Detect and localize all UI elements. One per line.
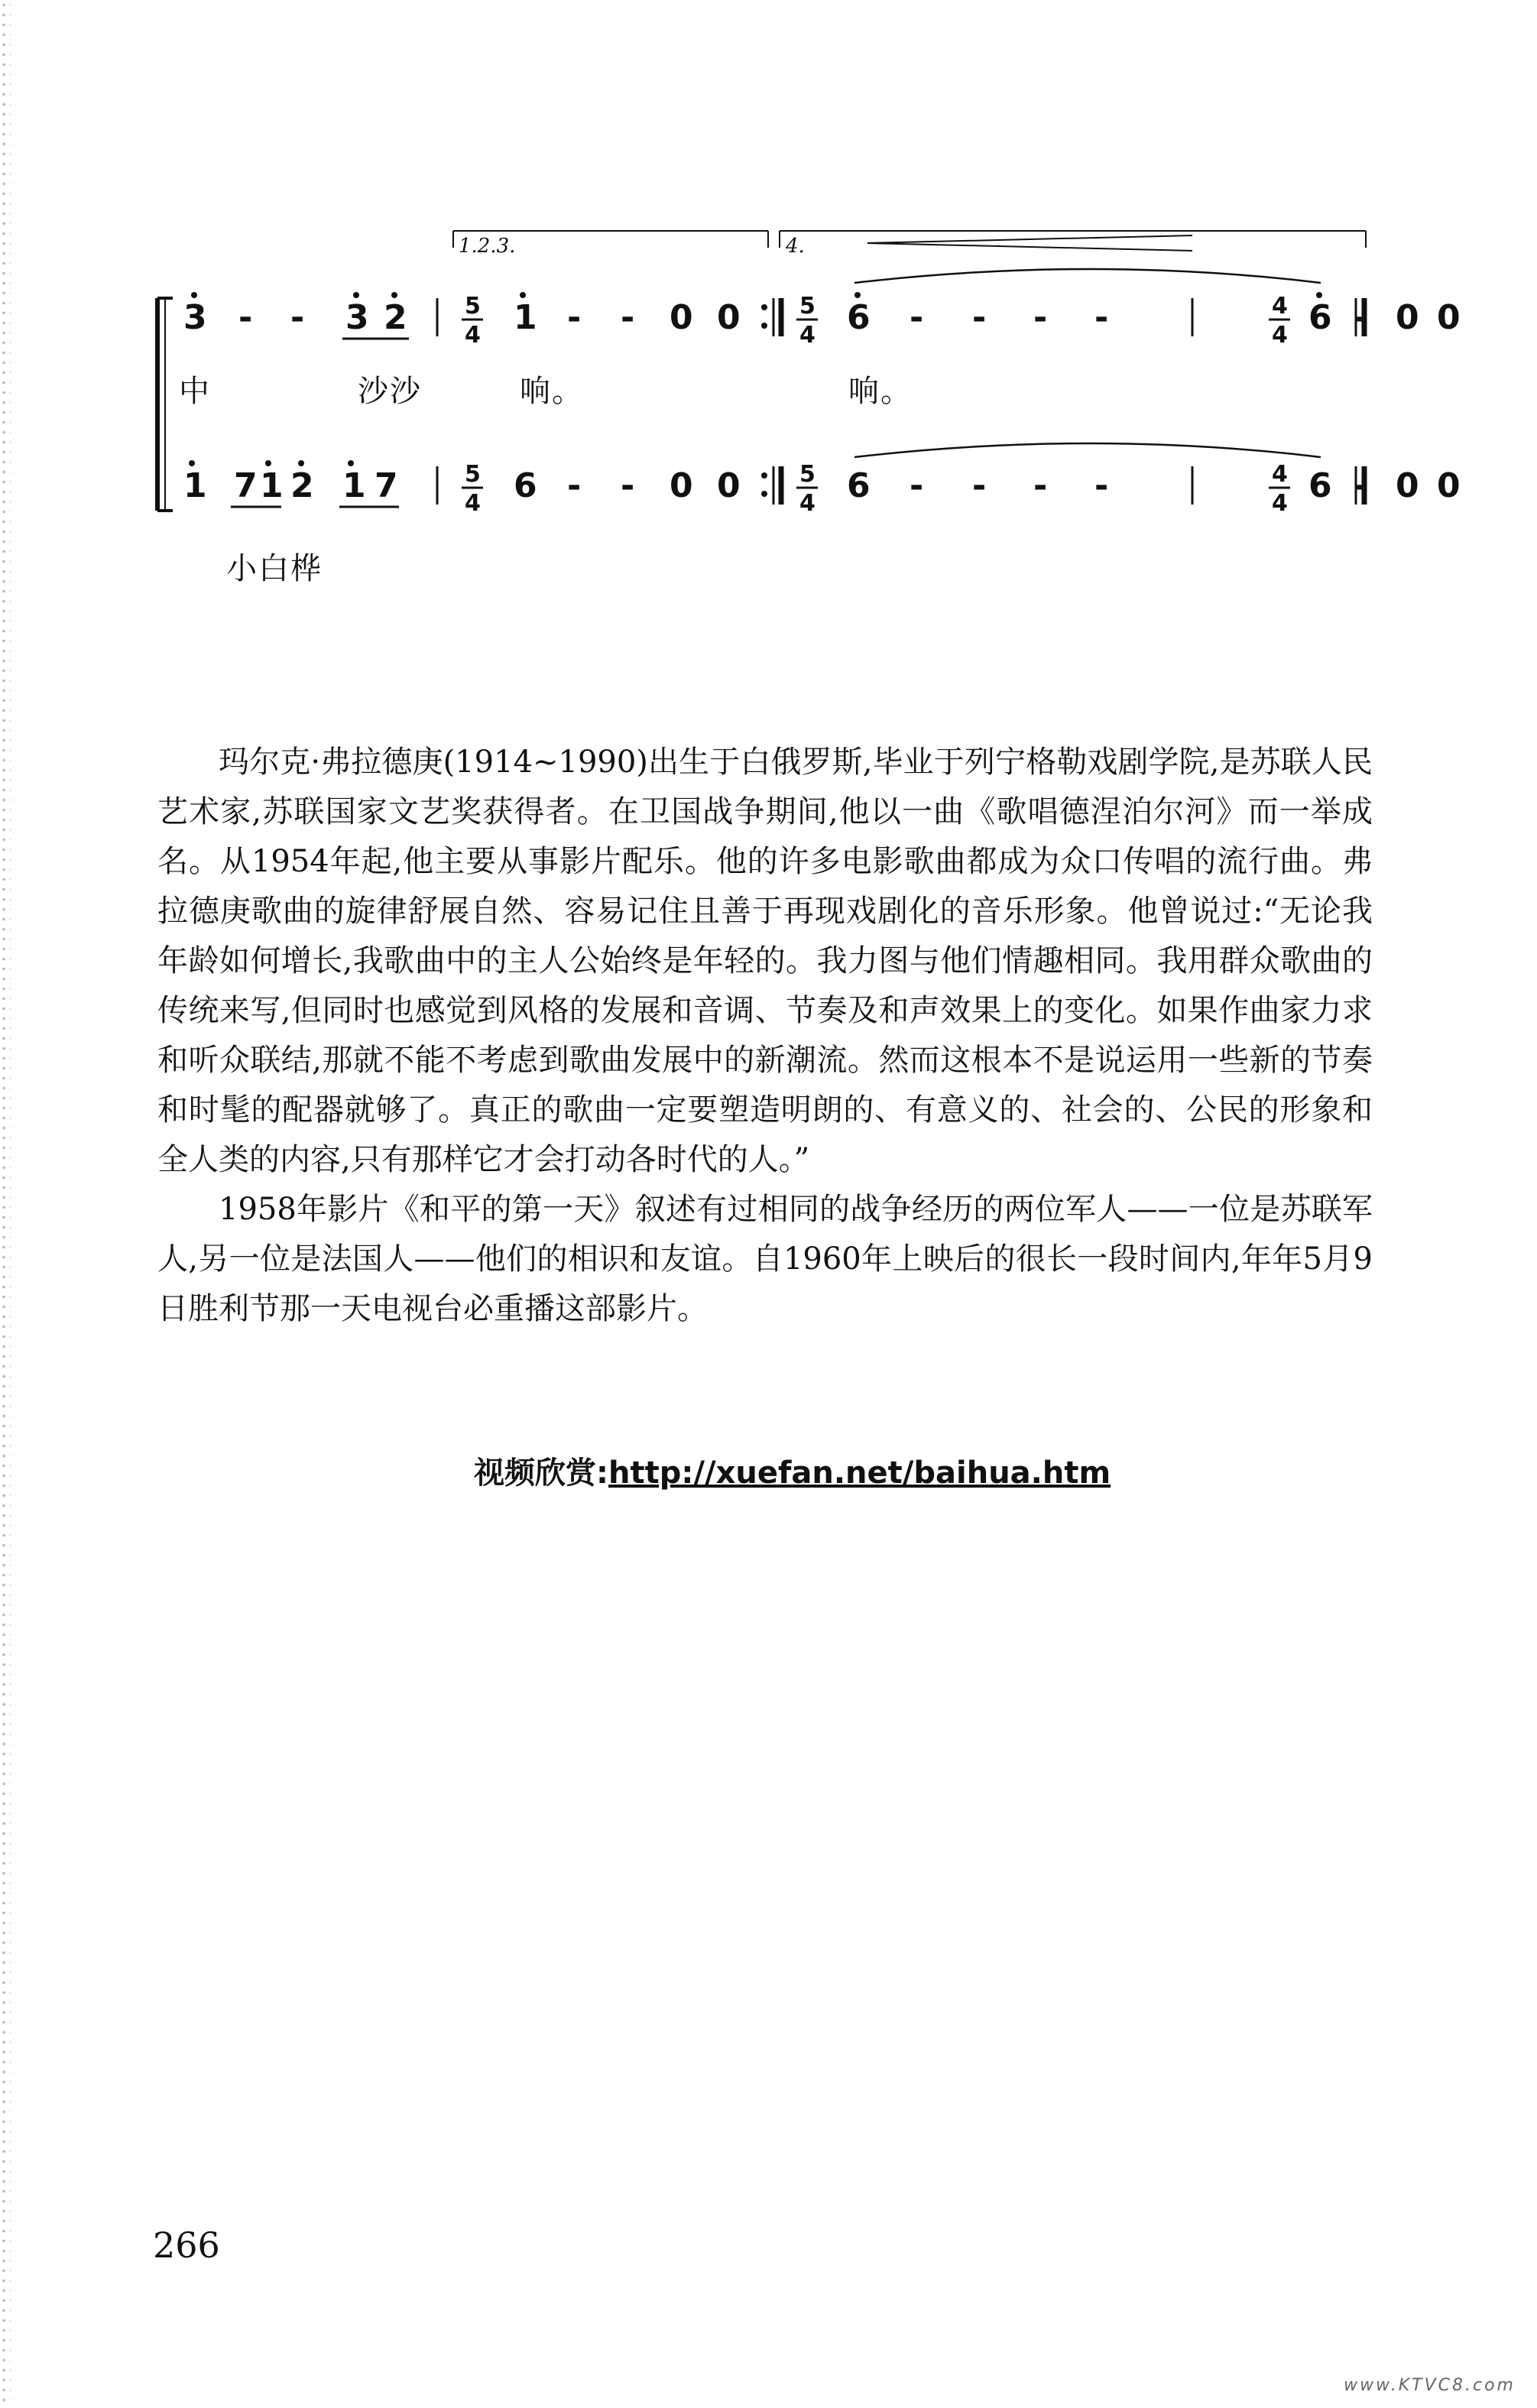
time-signature-top: 5	[465, 293, 481, 320]
note: -	[1033, 466, 1048, 505]
note: 0	[1396, 466, 1419, 505]
note: 0	[1437, 466, 1461, 505]
note: -	[567, 298, 582, 337]
lyric: 中	[179, 374, 211, 409]
note: 6	[1308, 466, 1332, 505]
note: -	[910, 466, 924, 505]
time-signature-bottom: 4	[799, 322, 816, 349]
note: 0	[670, 466, 693, 505]
note: 3	[183, 298, 207, 337]
note: 3	[345, 298, 369, 337]
lyric: 响。	[520, 374, 584, 409]
note: 1	[514, 298, 537, 337]
note: -	[567, 466, 582, 505]
time-signature-bottom: 4	[799, 490, 816, 517]
lyric: 沙沙	[358, 374, 422, 409]
note: -	[910, 298, 924, 337]
note: -	[1094, 298, 1109, 337]
article-paragraph: 玛尔克·弗拉德庚(1914~1990)出生于白俄罗斯,毕业于列宁格勒戏剧学院,是苏联人民艺术家,苏联国家文艺奖获得者。在卫国战争期间,他以一曲《歌唱德涅泊尔河》而一举成名。从1954年起,他主要从事影片配乐。他的许多电影歌曲都成为众口传唱的流行曲。弗拉德庚歌曲的旋律舒展自然、容易记住且善于再现戏剧化的音乐形象。他曾说过:“无论我年龄如何增长,我歌曲中的主人公始终是年轻的。我力图与他们情趣相同。我用群众歌曲的传统来写,但同时也感觉到风格的发展和音调、节奏及和声效果上的变化。如果作曲家力求和听众联结,那就不能不考虑到歌曲发展中的新潮流。然而这根本不是说运用一些新的节奏和时髦的配器就够了。真正的歌曲一定要塑造明朗的、有意义的、社会的、公民的形象和全人类的内容,只有那样它才会打动各时代的人。”	[157, 745, 1373, 1177]
video-link-line	[474, 1449, 1111, 1492]
note: 6	[514, 466, 537, 505]
video-label: 视频欣赏:	[474, 1456, 608, 1491]
note: -	[1094, 466, 1109, 505]
time-signature-bottom: 4	[465, 490, 481, 517]
note: -	[290, 298, 305, 337]
article-paragraph: 1958年影片《和平的第一天》叙述有过相同的战争经历的两位军人——一位是苏联军人,另一位是法国人——他们的相识和友谊。自1960年上映后的很长一段时间内,年年5月9日胜利节那一天电视台必重播这部影片。	[157, 1192, 1373, 1326]
note: 1	[183, 466, 207, 505]
note: -	[621, 466, 635, 505]
note: 0	[670, 298, 693, 337]
note: 2	[384, 298, 407, 337]
video-url-link[interactable]: http://xuefan.net/baihua.htm	[608, 1456, 1111, 1491]
note: 1	[260, 466, 284, 505]
volta-2-label: 4.	[786, 235, 805, 258]
note: 1	[342, 466, 366, 505]
note: 2	[290, 466, 314, 505]
note: 7	[375, 466, 398, 505]
time-signature-bottom: 4	[465, 322, 481, 349]
time-signature-top: 5	[799, 461, 816, 488]
time-signature-top: 5	[799, 293, 816, 320]
note: -	[621, 298, 635, 337]
note: -	[238, 298, 253, 337]
time-signature-top: 5	[465, 461, 481, 488]
note: 0	[1396, 298, 1419, 337]
song-caption: 小白桦	[226, 551, 323, 586]
volta-1-label: 1.2.3.	[459, 235, 516, 258]
time-signature-top: 4	[1272, 293, 1288, 320]
note: 0	[717, 466, 741, 505]
note: 6	[1308, 298, 1332, 337]
note: 0	[717, 298, 741, 337]
time-signature-bottom: 4	[1272, 490, 1288, 517]
note: 0	[1437, 298, 1461, 337]
lyric: 响。	[848, 374, 913, 409]
note: -	[1354, 466, 1369, 505]
time-signature-bottom: 4	[1272, 322, 1288, 349]
page-number: 266	[153, 2225, 220, 2266]
time-signature-top: 4	[1272, 461, 1288, 488]
watermark: www.KTVC8.com	[1344, 2376, 1516, 2395]
note: -	[1354, 298, 1369, 337]
note: -	[972, 466, 987, 505]
note: 6	[847, 466, 871, 505]
note: 6	[847, 298, 871, 337]
note: -	[1033, 298, 1048, 337]
final-barlines	[0, 0, 1537, 612]
article-body	[157, 738, 1373, 1334]
note: -	[972, 298, 987, 337]
note: 7	[234, 466, 258, 505]
